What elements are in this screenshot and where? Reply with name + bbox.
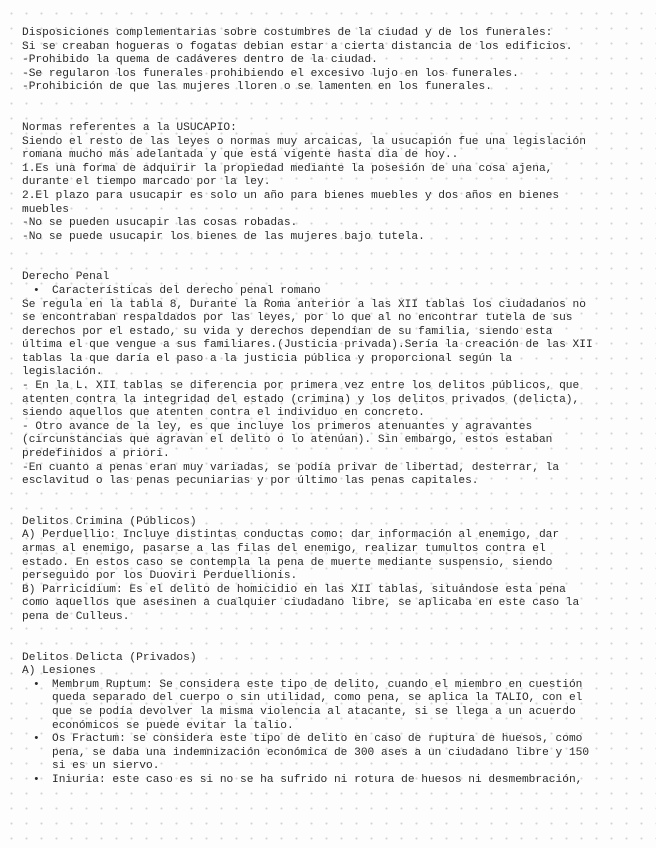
section-heading: Delitos Crimina (Públicos)	[22, 515, 197, 528]
bullet-list	[22, 285, 642, 299]
text-line: -Se regularon los funerales prohibiendo el excesivo lujo en los funerales.	[22, 67, 519, 80]
text-line: Se regula en la tabla 8, Durante la Roma anterior a las XII tablas los ciudadanos no	[22, 298, 586, 311]
section-heading: Derecho Penal	[22, 271, 110, 284]
text-line: -No se pueden usucapir las cosas robadas.	[22, 217, 298, 230]
section-heading: Disposiciones complementarias sobre costumbres de la ciudad y de los funerales:	[22, 27, 553, 39]
text-line: - Otro avance de la ley, es que incluye los primeros atenuantes y agravantes	[22, 420, 533, 433]
text-line: que se podía devolver la misma violencia al atacante, si se llega a un acuerdo	[52, 705, 576, 718]
section-usucapio	[22, 122, 642, 244]
text-line: -No se puede usucapir los bienes de las mujeres bajo tutela.	[22, 230, 425, 243]
text-line: durante el tiempo marcado por la ley.	[22, 176, 271, 189]
text-line: tablas la que daría el paso a la justicia pública y proporcional según la	[22, 352, 513, 365]
section-delitos-delicta	[22, 652, 642, 788]
text-line: -Prohibición de que las mujeres lloren o se lamenten en los funerales.	[22, 81, 492, 94]
text-line: última el que vengue a sus familiares.(Justicia privada).Sería la creación de las XII	[22, 339, 593, 352]
subheading: A) Lesiones	[22, 665, 96, 678]
section-delitos-crimina	[22, 516, 642, 625]
text-line: armas al enemigo, pasarse a las filas del enemigo, realizar tumultos contra el	[22, 543, 546, 555]
list-item: • Características del derecho penal romano	[22, 285, 642, 299]
text-line: predefinidos a priori.	[22, 448, 170, 461]
text-line: • Membrum Ruptum: Se considera este tipo de delito, cuando el miembro en cuestión	[52, 678, 583, 691]
text-line: siendo aquellos que atenten contra el individuo en concreto.	[22, 407, 425, 420]
text-line: -En cuanto a penas eran muy variadas, se podía privar de libertad, desterrar, la	[22, 461, 560, 474]
section-derecho-penal	[22, 271, 642, 489]
text-line: legislación.	[22, 366, 103, 379]
text-line: esclavitud o las penas pecuniarias y por último las penas capitales.	[22, 475, 479, 488]
text-line: pena de Culleus.	[22, 610, 130, 623]
text-line: como aquellos que asesinen a cualquier ciudadano libre, se aplicaba en este caso la	[22, 597, 580, 610]
text-line: muebles	[22, 203, 69, 216]
section-heading: Delitos Delicta (Privados)	[22, 651, 197, 664]
text-line: pena, se daba una indemnización económica de 300 ases a un ciudadano libre y 150	[52, 746, 590, 759]
text-line: estado. En estos caso se contempla la pena de muerte mediante suspensio, siendo	[22, 556, 553, 569]
document-page	[22, 27, 642, 788]
text-line: - En la L. XII tablas se diferencia por primera vez entre los delitos públicos, que	[22, 380, 580, 393]
text-line: atenten contra la integridad del estado (crimina) y los delitos privados (delicta),	[22, 393, 580, 406]
text-line: se encontraban respaldados por las leyes, por lo que al no encontrar tutela de sus	[22, 312, 573, 325]
list-item	[22, 774, 642, 788]
text-line: -Prohibido la quema de cadáveres dentro de la ciudad.	[22, 54, 378, 67]
text-line: Siendo el resto de las leyes o normas muy arcaicas, la usucapión fue una legislación	[22, 135, 586, 148]
text-line: económicos se puede evitar la talio.	[52, 719, 294, 732]
text-line: 1.Es una forma de adquirir la propiedad mediante la posesión de una cosa ajena,	[22, 162, 553, 175]
text-line: si es un siervo.	[52, 760, 160, 773]
text-line: perseguido por los Duoviri Perduellionis.	[22, 570, 298, 583]
text-line: 2.El plazo para usucapir es solo un año para bienes muebles y dos años en bienes	[22, 189, 560, 202]
text-line: romana mucho más adelantada y que está vigente hasta día de hoy..	[22, 149, 459, 162]
text-line: A) Perduellio: Incluye distintas conductas como: dar información al enemigo, dar	[22, 529, 560, 542]
text-line: derechos por el estado, su vida y derechos dependían de su familia, siendo esta	[22, 325, 553, 338]
section-heading: Normas referentes a la USUCAPIO:	[22, 121, 237, 134]
bullet-list	[22, 679, 642, 788]
list-item	[22, 733, 642, 774]
text-line: • Os Fractum: se considera este tipo de delito en caso de ruptura de huesos, como	[52, 733, 583, 746]
text-line: B) Parricidium: Es el delito de homicidio en las XII tablas, situándose esta pena	[22, 583, 566, 596]
section-funerales	[22, 27, 642, 95]
text-line: queda separado del cuerpo o sin utilidad, como pena, se aplica la TALIO, con el	[52, 692, 583, 705]
list-item	[22, 679, 642, 733]
text-line: • Iniuria: este caso es si no se ha sufrido ni rotura de huesos ni desmembración,	[52, 773, 583, 786]
text-line: (circunstancias que agravan el delito o lo atenúan). Sin embargo, estos estaban	[22, 434, 553, 447]
text-line: Si se creaban hogueras o fogatas debian estar a cierta distancia de los edificios.	[22, 40, 573, 53]
